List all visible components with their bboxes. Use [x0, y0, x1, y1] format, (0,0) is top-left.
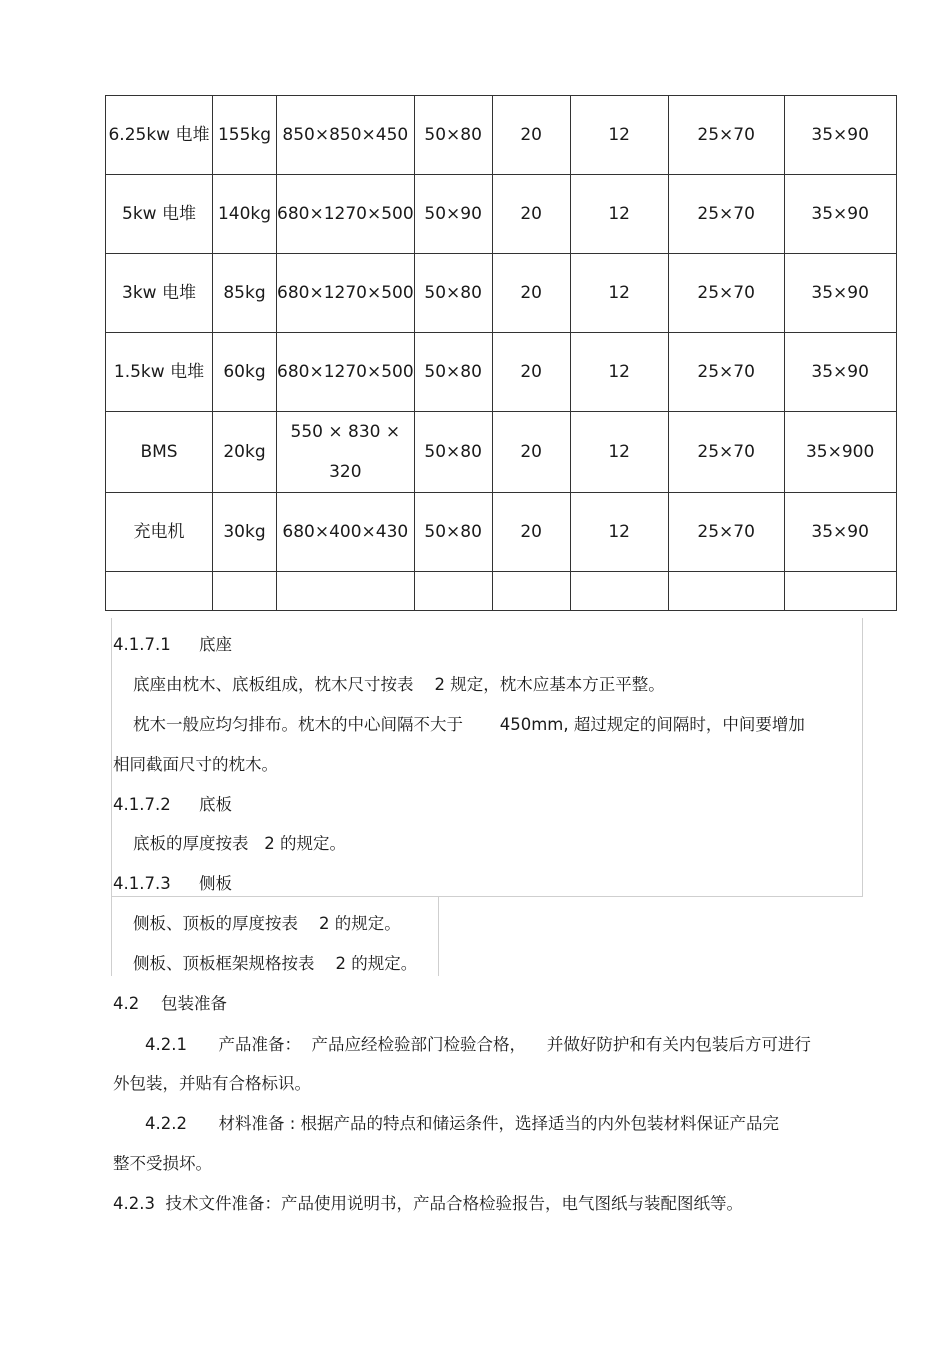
table-cell: 25×70	[668, 254, 784, 333]
table-cell: 680×1270×500	[277, 175, 415, 254]
table-row	[106, 333, 897, 412]
table-body	[106, 96, 897, 611]
paragraph: 4.2.1 产品准备： 产品应经检验部门检验合格， 并做好防护和有关内包装后方可进行	[145, 1035, 811, 1054]
table-cell: 680×400×430	[277, 493, 415, 572]
table-cell	[784, 572, 896, 611]
table-cell: 12	[570, 96, 668, 175]
table-row	[106, 254, 897, 333]
table-cell: 50×80	[414, 493, 492, 572]
table-cell: 35×90	[784, 175, 896, 254]
table-cell: 50×80	[414, 254, 492, 333]
paragraph: 侧板、顶板框架规格按表 2 的规定。	[133, 954, 418, 973]
paragraph: 整不受损坏。	[113, 1154, 212, 1173]
table-row	[106, 175, 897, 254]
table-cell: 140kg	[213, 175, 277, 254]
table-cell	[106, 572, 213, 611]
section-4-1-7-3-title: 侧板	[199, 874, 232, 893]
table-cell: 50×90	[414, 175, 492, 254]
table-cell: 20	[492, 96, 570, 175]
table-cell: 充电机	[106, 493, 213, 572]
table-row	[106, 412, 897, 493]
table-cell: 20	[492, 254, 570, 333]
paragraph: 侧板、顶板的厚度按表 2 的规定。	[133, 914, 401, 933]
table-cell: 550 × 830 × 320	[277, 412, 415, 493]
paragraph: 相同截面尺寸的枕木。	[113, 755, 278, 774]
table-cell	[213, 572, 277, 611]
table-row	[106, 572, 897, 611]
section-4-2-3: 4.2.3 技术文件准备：产品使用说明书，产品合格检验报告，电气图纸与装配图纸等。	[113, 1194, 743, 1213]
table-cell: 20	[492, 175, 570, 254]
paragraph: 底座由枕木、底板组成，枕木尺寸按表 2 规定，枕木应基本方正平整。	[133, 675, 665, 694]
table-cell: 20kg	[213, 412, 277, 493]
table-cell: 25×70	[668, 96, 784, 175]
table-cell: 5kw 电堆	[106, 175, 213, 254]
section-4-1-7-3-number: 4.1.7.3	[113, 874, 171, 893]
table-cell	[414, 572, 492, 611]
table-cell: BMS	[106, 412, 213, 493]
table-cell: 1.5kw 电堆	[106, 333, 213, 412]
packaging-spec-table	[105, 95, 897, 611]
paragraph: 4.2.2 材料准备 : 根据产品的特点和储运条件，选择适当的内外包装材料保证产品完	[145, 1114, 780, 1133]
table-cell: 35×90	[784, 96, 896, 175]
table-cell: 20	[492, 333, 570, 412]
table-cell: 85kg	[213, 254, 277, 333]
table-cell: 12	[570, 175, 668, 254]
table-cell: 25×70	[668, 493, 784, 572]
table-cell: 12	[570, 254, 668, 333]
section-4-1-7-1-number: 4.1.7.1	[113, 635, 171, 654]
table-cell: 25×70	[668, 412, 784, 493]
table-cell: 50×80	[414, 412, 492, 493]
table-cell: 6.25kw 电堆	[106, 96, 213, 175]
table-cell: 35×90	[784, 333, 896, 412]
paragraph: 外包装，并贴有合格标识。	[113, 1074, 311, 1093]
paragraph: 底板的厚度按表 2 的规定。	[133, 834, 346, 853]
section-4-2-title: 包装准备	[161, 994, 227, 1013]
table-cell: 50×80	[414, 333, 492, 412]
table-cell: 155kg	[213, 96, 277, 175]
table-cell: 50×80	[414, 96, 492, 175]
table-cell: 30kg	[213, 493, 277, 572]
section-4-1-7-2-number: 4.1.7.2	[113, 795, 171, 814]
table-cell: 35×90	[784, 254, 896, 333]
table-cell	[492, 572, 570, 611]
paragraph: 枕木一般应均匀排布。枕木的中心间隔不大于 450mm, 超过规定的间隔时，中间要增加	[133, 715, 805, 734]
table-cell: 25×70	[668, 333, 784, 412]
table-row	[106, 493, 897, 572]
table-row	[106, 96, 897, 175]
table-cell: 850×850×450	[277, 96, 415, 175]
table-cell: 3kw 电堆	[106, 254, 213, 333]
section-4-1-7-2-title: 底板	[199, 795, 232, 814]
table-cell: 680×1270×500	[277, 333, 415, 412]
table-cell	[570, 572, 668, 611]
section-4-1-7-1-title: 底座	[199, 635, 232, 654]
table-cell	[277, 572, 415, 611]
section-4-2-number: 4.2	[113, 994, 140, 1013]
table-cell: 12	[570, 493, 668, 572]
table-cell: 12	[570, 412, 668, 493]
table-cell: 12	[570, 333, 668, 412]
table-cell: 35×900	[784, 412, 896, 493]
table-cell: 20	[492, 493, 570, 572]
table-cell: 680×1270×500	[277, 254, 415, 333]
table-cell: 25×70	[668, 175, 784, 254]
table-cell: 35×90	[784, 493, 896, 572]
table-cell	[668, 572, 784, 611]
table-cell: 20	[492, 412, 570, 493]
table-cell: 60kg	[213, 333, 277, 412]
